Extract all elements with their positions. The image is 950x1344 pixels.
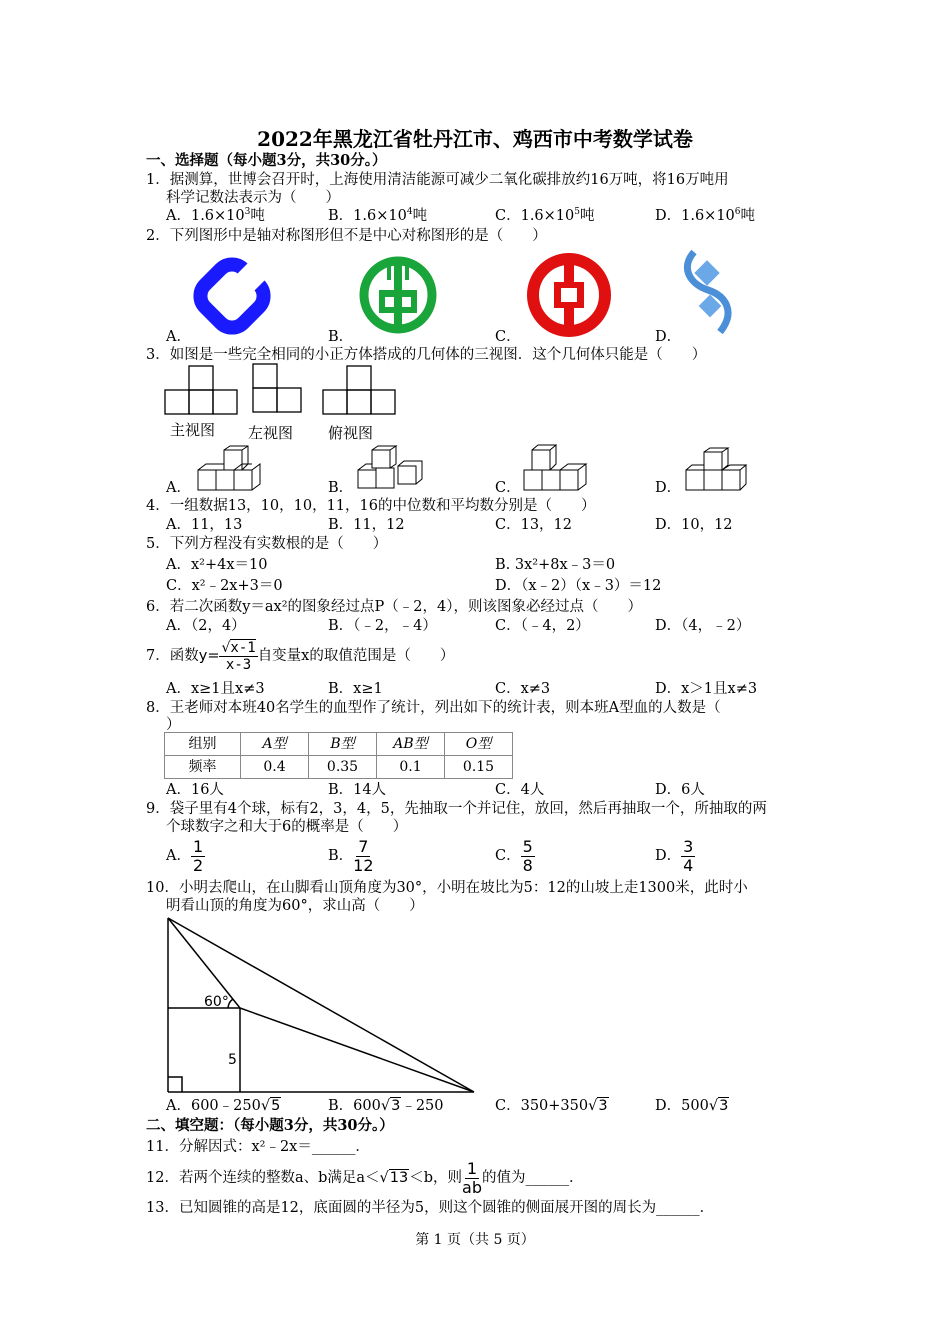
- q2-option-b-label[interactable]: B．: [328, 329, 354, 345]
- q8-option-d[interactable]: D．6人: [655, 782, 705, 798]
- q10-angle-label: 60°: [204, 994, 229, 1010]
- q10-option-d[interactable]: D．500√3: [655, 1098, 729, 1114]
- q9-option-d[interactable]: D． $\frac{3}{4}$: [655, 836, 694, 875]
- q6-stem: 6．若二次函数y＝ax²的图象经过点P（﹣2，4），则该图象必经过点（ ）: [146, 599, 643, 615]
- q2-option-c-label[interactable]: C．: [495, 329, 521, 345]
- table-cell: 0.1: [377, 756, 445, 779]
- q8-line1: 8．王老师对本班40名学生的血型作了统计，列出如下的统计表，则本班A型血的人数是（: [146, 700, 721, 716]
- table-cell: O型: [445, 733, 513, 756]
- q5-stem: 5．下列方程没有实数根的是（ ）: [146, 536, 388, 552]
- q9-option-c[interactable]: C． $\frac{5}{8}$: [495, 836, 533, 875]
- q8-option-b[interactable]: B．14人: [328, 782, 387, 798]
- q3-option-a-cubes-icon: [194, 444, 266, 494]
- q5-option-c[interactable]: C．x²﹣2x+3＝0: [166, 578, 283, 594]
- q9-option-b[interactable]: B． $\frac{7}{12}$: [328, 836, 374, 875]
- q1-option-b[interactable]: B．$1.6\times 10^4$吨: [328, 207, 428, 224]
- q5-option-b[interactable]: B. 3x²+8x﹣3＝0: [495, 557, 616, 573]
- q3-left-view-label: 左视图: [248, 424, 294, 442]
- q3-option-d-label[interactable]: D．: [655, 480, 682, 496]
- q10-line2: 明看山顶的角度为60°，求山高（ ）: [166, 898, 424, 914]
- q13-text: 13．已知圆锥的高是12，底面圆的半径为5，则这个圆锥的侧面展开图的周长为______．: [146, 1200, 715, 1216]
- table-cell: 0.15: [445, 756, 513, 779]
- q7-option-c[interactable]: C．x≠3: [495, 681, 551, 697]
- q1-line1: 1．据测算，世博会召开时，上海使用清洁能源可减少二氧化碳排放约16万吨，将16万吨用: [146, 172, 729, 188]
- q3-front-view-label: 主视图: [170, 421, 216, 439]
- table-cell: A型: [241, 733, 309, 756]
- q7-option-b[interactable]: B．x≥1: [328, 681, 383, 697]
- q7-option-a[interactable]: A．x≥1且x≠3: [166, 681, 265, 697]
- table-cell: 0.35: [309, 756, 377, 779]
- q12-text: 12．若两个连续的整数a、b满足a＜√13＜b，则 $\frac{1}{ab}$ 的值为______．: [146, 1158, 584, 1197]
- q3-top-view-label: 俯视图: [328, 424, 374, 442]
- q2-option-d-label[interactable]: D．: [655, 329, 682, 345]
- section-1-heading: 一、选择题（每小题3分，共30分。）: [146, 152, 387, 169]
- page-title: 2022年黑龙江省牡丹江市、鸡西市中考数学试卷: [257, 127, 693, 151]
- q3-top-view-icon: [322, 365, 398, 415]
- q3-option-d-cubes-icon: [682, 446, 754, 494]
- q7-stem: 7．函数y= $\frac{√x-1}{x-3}$ 自变量x的取值范围是（ ）: [146, 639, 455, 673]
- q10-line1: 10．小明去爬山，在山脚看山顶角度为30°，小明在坡比为5：12的山坡上走1300米，此时小: [146, 880, 748, 896]
- q4-option-d[interactable]: D．10，12: [655, 517, 733, 533]
- table-cell: 频率: [165, 756, 241, 779]
- q3-option-b-cubes-icon: [354, 444, 426, 494]
- q1-line2: 科学记数法表示为（ ）: [166, 190, 340, 206]
- table-cell: AB型: [377, 733, 445, 756]
- q9-option-a[interactable]: A． $\frac{1}{2}$: [166, 836, 204, 875]
- q10-mountain-diagram: [160, 914, 480, 1098]
- q3-option-c-cubes-icon: [520, 442, 596, 494]
- q3-option-b-label[interactable]: B．: [328, 480, 354, 496]
- q2-logo-b-icon: [357, 254, 439, 336]
- q8-option-c[interactable]: C．4人: [495, 782, 545, 798]
- q9-line1: 9．袋子里有4个球，标有2，3，4，5，先抽取一个并记住，放回，然后再抽取一个，所抽取的两: [146, 801, 767, 817]
- q2-option-a-label[interactable]: A．: [166, 329, 191, 345]
- q10-option-a[interactable]: A．600﹣250√5: [166, 1098, 281, 1114]
- q8-blood-type-table: [164, 732, 513, 779]
- q10-option-c[interactable]: C．350+350√3: [495, 1098, 608, 1114]
- q4-option-c[interactable]: C．13，12: [495, 517, 572, 533]
- q4-stem: 4．一组数据13，10，10，11，16的中位数和平均数分别是（ ）: [146, 498, 596, 514]
- q10-side-label: 5: [228, 1052, 237, 1068]
- table-cell: B型: [309, 733, 377, 756]
- q7-option-d[interactable]: D．x＞1且x≠3: [655, 681, 758, 697]
- page-footer: 第 1 页（共 5 页）: [415, 1232, 535, 1248]
- q6-option-b[interactable]: B．（﹣2，﹣4）: [328, 618, 437, 634]
- q2-logo-c-icon: [524, 252, 614, 338]
- section-2-heading: 二、填空题：（每小题3分，共30分。）: [146, 1117, 394, 1134]
- q3-stem: 3．如图是一些完全相同的小正方体搭成的几何体的三视图．这个几何体只能是（ ）: [146, 347, 707, 363]
- q6-option-d[interactable]: D．（4，﹣2）: [655, 618, 751, 634]
- q6-option-c[interactable]: C．（﹣4，2）: [495, 618, 590, 634]
- table-cell: 组别: [165, 733, 241, 756]
- q5-option-a[interactable]: A．x²+4x＝10: [166, 557, 268, 573]
- q4-option-b[interactable]: B．11，12: [328, 517, 405, 533]
- q7-fraction: $\frac{√x-1}{x-3}$: [221, 639, 256, 673]
- q1-option-a[interactable]: A．$1.6\times 10^3$吨: [166, 207, 265, 224]
- table-row: [165, 733, 513, 756]
- q10-option-b[interactable]: B．600√3﹣250: [328, 1098, 444, 1114]
- q5-option-d[interactable]: D．（x﹣2）（x﹣3）＝12: [495, 578, 662, 594]
- q9-line2: 个球数字之和大于6的概率是（ ）: [166, 819, 408, 835]
- table-cell: 0.4: [241, 756, 309, 779]
- q2-logo-a-icon: [192, 256, 272, 336]
- q8-line2: ）: [166, 717, 181, 733]
- q6-option-a[interactable]: A．（2，4）: [166, 618, 246, 634]
- q3-left-view-icon: [252, 363, 304, 415]
- q1-option-c[interactable]: C．$1.6\times 10^5$吨: [495, 207, 595, 224]
- table-row: [165, 756, 513, 779]
- q1-option-d[interactable]: D．$1.6\times 10^6$吨: [655, 207, 756, 224]
- q3-option-a-label[interactable]: A．: [166, 480, 191, 496]
- q11-text: 11．分解因式：x²﹣2x＝______．: [146, 1139, 370, 1155]
- q8-option-a[interactable]: A．16人: [166, 782, 224, 798]
- q3-front-view-icon: [164, 365, 240, 415]
- q2-stem: 2．下列图形中是轴对称图形但不是中心对称图形的是（ ）: [146, 228, 547, 244]
- q4-option-a[interactable]: A．11，13: [166, 517, 243, 533]
- q2-logo-d-icon: [680, 246, 740, 340]
- q3-option-c-label[interactable]: C．: [495, 480, 521, 496]
